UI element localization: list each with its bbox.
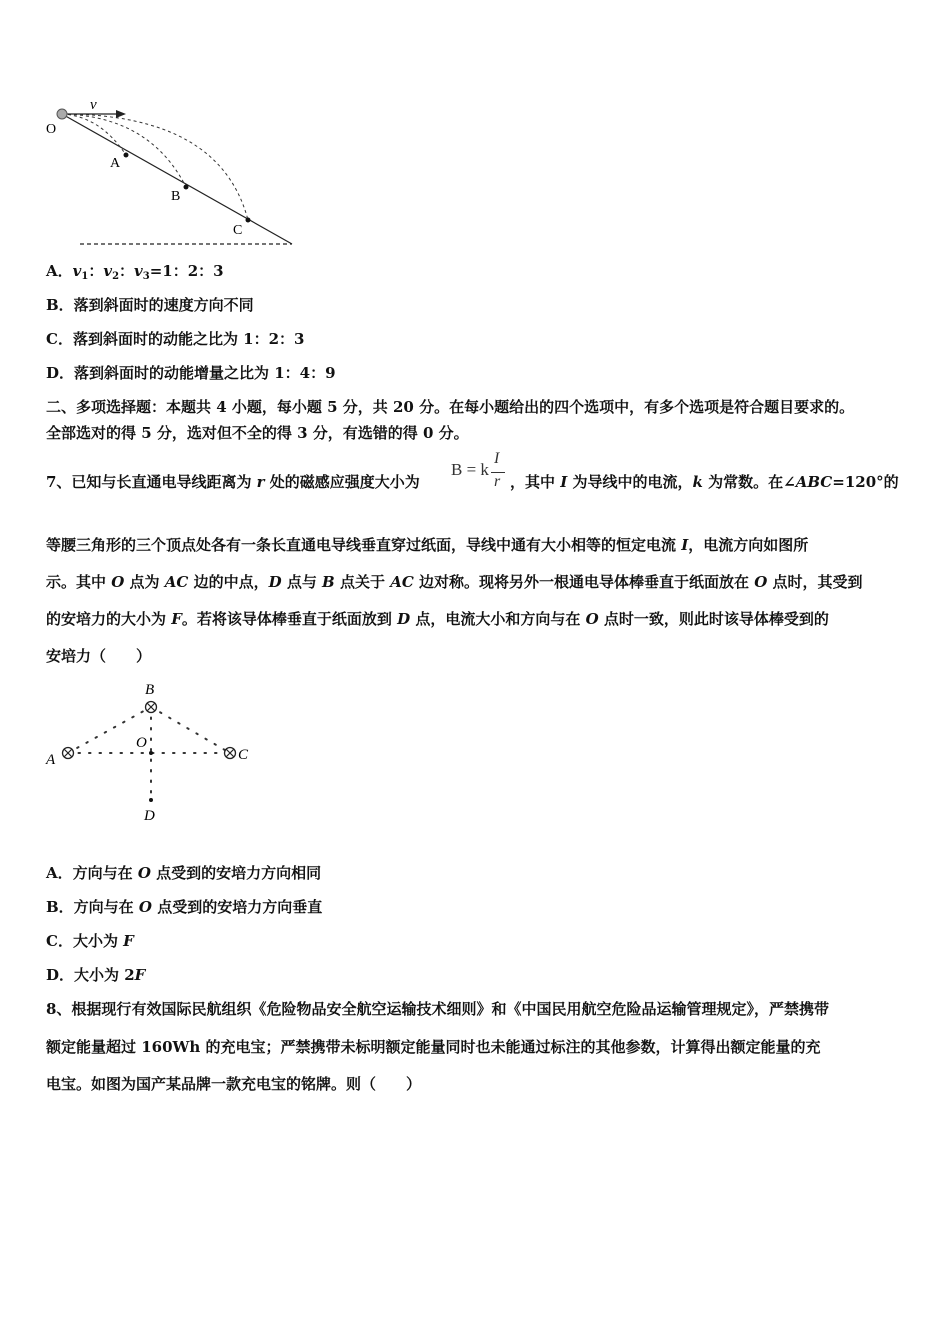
- var-d: D: [268, 573, 282, 591]
- var-r: r: [256, 473, 265, 491]
- text: C．大小为: [46, 932, 124, 950]
- incline-line: [62, 114, 292, 244]
- label-a: A: [110, 156, 121, 171]
- text: 点受到的安培力方向相同: [150, 864, 322, 882]
- q6-option-d[interactable]: D．落到斜面时的动能增量之比为 1：4：9: [46, 364, 336, 382]
- q7-line5: 安培力（ ）: [46, 647, 152, 665]
- label-o: O: [46, 122, 57, 137]
- v1-symbol: v: [72, 262, 82, 280]
- text: 点与: [281, 573, 323, 591]
- formula-denominator: r: [494, 473, 501, 490]
- label-b: B: [145, 682, 155, 698]
- label-d: D: [144, 808, 155, 824]
- text: 点受到的安培力方向垂直: [151, 898, 323, 916]
- text: 点为: [124, 573, 165, 591]
- point-b-dot: [184, 185, 189, 190]
- wire-c-icon: [225, 748, 236, 759]
- var-o: O: [137, 864, 151, 882]
- option-letter: A．: [46, 262, 73, 280]
- text: 点时，其受到: [767, 573, 863, 591]
- q6-option-c[interactable]: C．落到斜面时的动能之比为 1：2：3: [46, 330, 305, 348]
- text: 边对称。现将另外一根通电导体棒垂直于纸面放在: [413, 573, 755, 591]
- text: 等腰三角形的三个顶点处各有一条长直通电导线垂直穿过纸面，导线中通有大小相等的恒定电流: [46, 536, 682, 554]
- label-c: C: [238, 747, 249, 763]
- q6-option-b[interactable]: B．落到斜面时的速度方向不同: [46, 296, 254, 314]
- q7-line1-end: [510, 472, 899, 492]
- var-f: F: [171, 610, 182, 628]
- var-i: I: [560, 473, 568, 491]
- magnetic-field-formula: [451, 452, 511, 496]
- point-c-dot: [246, 218, 251, 223]
- text: A．方向与在: [46, 864, 138, 882]
- q7-line1-start: [46, 472, 420, 492]
- velocity-arrowhead: [116, 110, 126, 118]
- text: ，其中: [510, 473, 561, 491]
- text: 点，电流大小和方向与在: [410, 610, 586, 628]
- point-a-dot: [124, 153, 129, 158]
- var-abc: ABC: [795, 473, 833, 491]
- label-v: v: [90, 97, 97, 113]
- text: B．方向与在: [46, 898, 139, 916]
- var-f: F: [134, 966, 146, 984]
- q6-option-a[interactable]: [46, 261, 224, 287]
- wire-a-icon: [63, 748, 74, 759]
- incline-projectile-figure: [40, 92, 310, 252]
- var-b: B: [322, 573, 335, 591]
- wire-triangle-figure: [40, 678, 270, 828]
- q8-line3: 电宝。如图为国产某品牌一款充电宝的铭牌。则（ ）: [46, 1075, 422, 1093]
- q7-line3: [46, 572, 863, 592]
- label-o: O: [136, 735, 147, 751]
- label-c: C: [233, 223, 243, 238]
- text: 为导线中的电流，: [567, 473, 693, 491]
- text: 。若将该导体棒垂直于纸面放到: [181, 610, 398, 628]
- v3-symbol: v: [134, 262, 143, 280]
- separator: ：: [119, 262, 135, 280]
- q7-line2: [46, 535, 808, 555]
- label-a: A: [46, 752, 56, 768]
- var-o: O: [585, 610, 599, 628]
- q7-line4: [46, 609, 829, 629]
- var-o: O: [111, 573, 125, 591]
- text: D．大小为 2: [46, 966, 135, 984]
- text: 边的中点，: [188, 573, 269, 591]
- q7-option-b[interactable]: [46, 897, 322, 917]
- wire-b-icon: [146, 702, 157, 713]
- var-d: D: [397, 610, 411, 628]
- var-ac: AC: [390, 573, 414, 591]
- section-heading-line2: 全部选对的得 5 分，选对但不全的得 3 分，有选错的得 0 分。: [46, 424, 469, 442]
- q7-option-c[interactable]: [46, 931, 134, 951]
- formula-lhs: B = k: [451, 460, 489, 479]
- formula-numerator: I: [494, 450, 500, 467]
- var-f: F: [123, 932, 134, 950]
- subscript: 3: [142, 271, 150, 282]
- text: =120°的: [832, 473, 899, 491]
- v2-symbol: v: [103, 262, 113, 280]
- var-ac: AC: [164, 573, 189, 591]
- point-o-dot: [149, 751, 153, 755]
- text: 处的磁感应强度大小为: [264, 473, 420, 491]
- separator: ：: [88, 262, 104, 280]
- text: 点关于: [334, 573, 391, 591]
- subscript: 1: [81, 271, 89, 282]
- text: 点时一致，则此时该导体棒受到的: [598, 610, 829, 628]
- point-d-dot: [149, 798, 153, 802]
- text: 7、已知与长直通电导线距离为: [46, 473, 257, 491]
- q7-option-d[interactable]: [46, 965, 145, 985]
- ratio-text: =1：2：3: [149, 262, 224, 280]
- var-k: k: [692, 473, 703, 491]
- ball-icon: [57, 109, 67, 119]
- text: ，电流方向如图所: [688, 536, 809, 554]
- trajectory-to-a: [62, 114, 126, 155]
- q7-option-a[interactable]: [46, 863, 321, 883]
- subscript: 2: [112, 271, 120, 282]
- label-b: B: [171, 189, 181, 204]
- q8-line1: 8、根据现行有效国际民航组织《危险物品安全航空运输技术细则》和《中国民用航空危险品运输管理规定》，严禁携带: [46, 1000, 829, 1018]
- text: 示。其中: [46, 573, 112, 591]
- section-heading-line1: 二、多项选择题：本题共 4 小题，每小题 5 分，共 20 分。在每小题给出的四个选项中，有多个选项是符合题目要求的。: [46, 398, 855, 416]
- q8-line2: 额定能量超过 160Wh 的充电宝；严禁携带未标明额定能量同时也未能通过标注的其他参数，计算得出额定能量的充: [46, 1038, 821, 1056]
- text: 为常数。在∠: [702, 473, 796, 491]
- var-o: O: [138, 898, 152, 916]
- var-i: I: [681, 536, 689, 554]
- var-o: O: [754, 573, 768, 591]
- side-bc-dotted: [151, 707, 230, 753]
- text: 的安培力的大小为: [46, 610, 172, 628]
